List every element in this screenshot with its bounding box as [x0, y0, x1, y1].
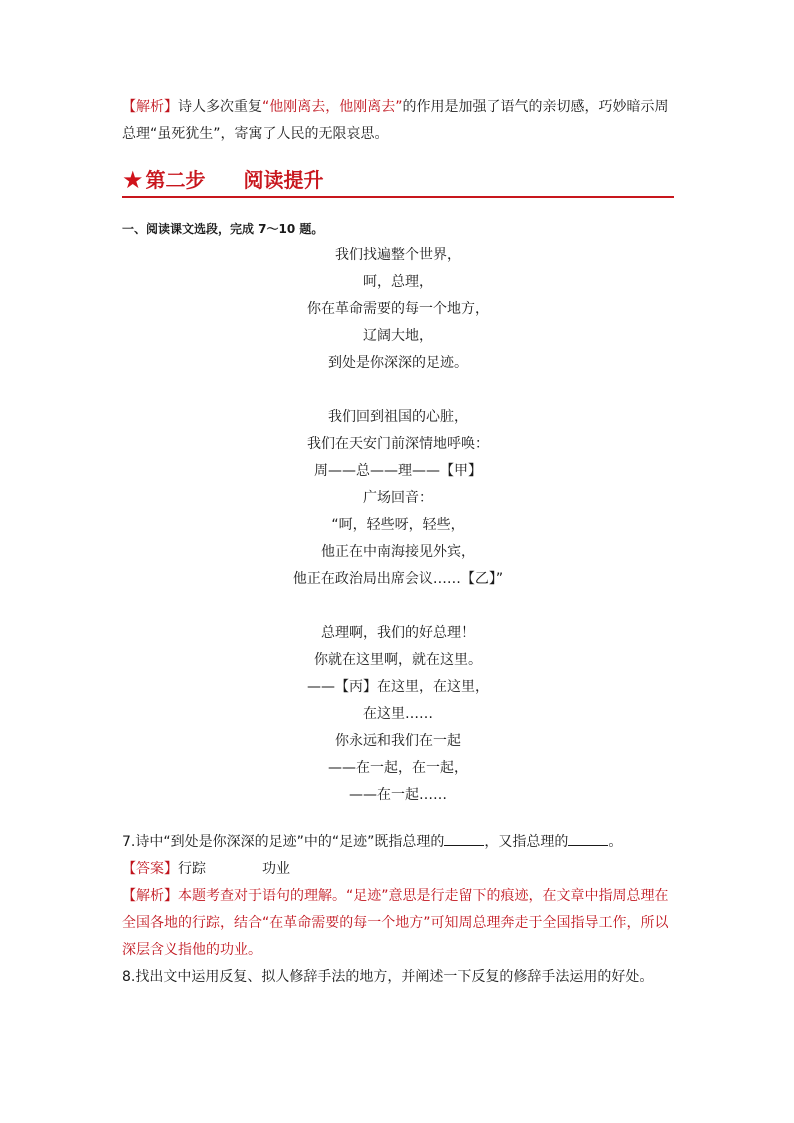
question-8: 8.找出文中运用反复、拟人修辞手法的地方，并阐述一下反复的修辞手法运用的好处。 — [122, 969, 654, 985]
poem-line: 广场回音： — [363, 490, 433, 506]
poem-line: 你永远和我们在一起 — [335, 733, 461, 749]
poem-line: 我们找遍整个世界， — [335, 247, 461, 263]
poem-line: ——在一起，在一起， — [328, 760, 468, 776]
question-intro: 一、阅读课文选段，完成 7～10 题。 — [122, 222, 324, 236]
question-7: 7.诗中“到处是你深深的足迹”中的“足迹”既指总理的 ，又指总理的 。 — [122, 829, 674, 856]
stanza-gap — [122, 593, 674, 620]
answer-label: 【答案】 — [122, 861, 178, 877]
poem — [122, 242, 674, 809]
page-content — [122, 94, 674, 991]
answer-2: 功业 — [262, 861, 290, 877]
answer-line — [122, 856, 674, 883]
analysis-label: 【解析】 — [122, 888, 178, 904]
section-heading — [122, 160, 674, 198]
analysis-line3: 深层含义指他的功业。 — [122, 942, 262, 958]
poem-line: 你在革命需要的每一个地方， — [307, 301, 489, 317]
poem-line: 你就在这里啊，就在这里。 — [314, 652, 482, 668]
analysis-label: 【解析】 — [122, 99, 178, 115]
stanza-gap — [122, 377, 674, 404]
quoted-phrase: “在革命需要的每一个地方” — [262, 915, 431, 931]
poem-line: ——在一起…… — [349, 787, 447, 803]
poem-line: 总理啊，我们的好总理！ — [321, 625, 475, 641]
poem-line: 我们在天安门前深情地呼唤： — [307, 436, 489, 452]
quoted-phrase: “他刚离去，他刚离去” — [262, 99, 403, 115]
top-analysis-line1: 【解析】诗人多次重复“他刚离去，他刚离去”的作用是加强了语气的亲切感，巧妙暗示周 — [122, 99, 669, 115]
section-step: 第二步 — [145, 168, 206, 192]
answer-blank — [444, 831, 484, 846]
analysis-line1: 【解析】本题考查对于语句的理解。“足迹”意思是行走留下的痕迹，在文章中指周总理在 — [122, 888, 669, 904]
poem-line: 辽阔大地， — [363, 328, 433, 344]
question-block — [122, 829, 674, 991]
poem-line: “呵，轻些呀，轻些， — [331, 517, 465, 533]
poem-line: 在这里…… — [363, 706, 433, 722]
poem-line: 他正在政治局出席会议……【乙】” — [292, 571, 504, 587]
answer-1: 行踪 — [178, 861, 206, 877]
star-icon: ★ — [122, 166, 144, 194]
poem-line: 他正在中南海接见外宾， — [321, 544, 475, 560]
analysis-line2: 全国各地的行踪，结合“在革命需要的每一个地方”可知周总理奔走于全国指导工作，所以 — [122, 915, 669, 931]
poem-line: 呵，总理， — [363, 274, 433, 290]
section-title: 阅读提升 — [243, 168, 324, 192]
poem-line: ——【丙】在这里，在这里， — [307, 679, 489, 695]
poem-line: 周——总——理——【甲】 — [314, 463, 482, 479]
poem-line: 到处是你深深的足迹。 — [328, 355, 468, 371]
top-analysis-line2: 总理“虽死犹生”，寄寓了人民的无限哀思。 — [122, 126, 389, 142]
poem-line: 我们回到祖国的心脏， — [328, 409, 468, 425]
answer-blank — [568, 831, 608, 846]
